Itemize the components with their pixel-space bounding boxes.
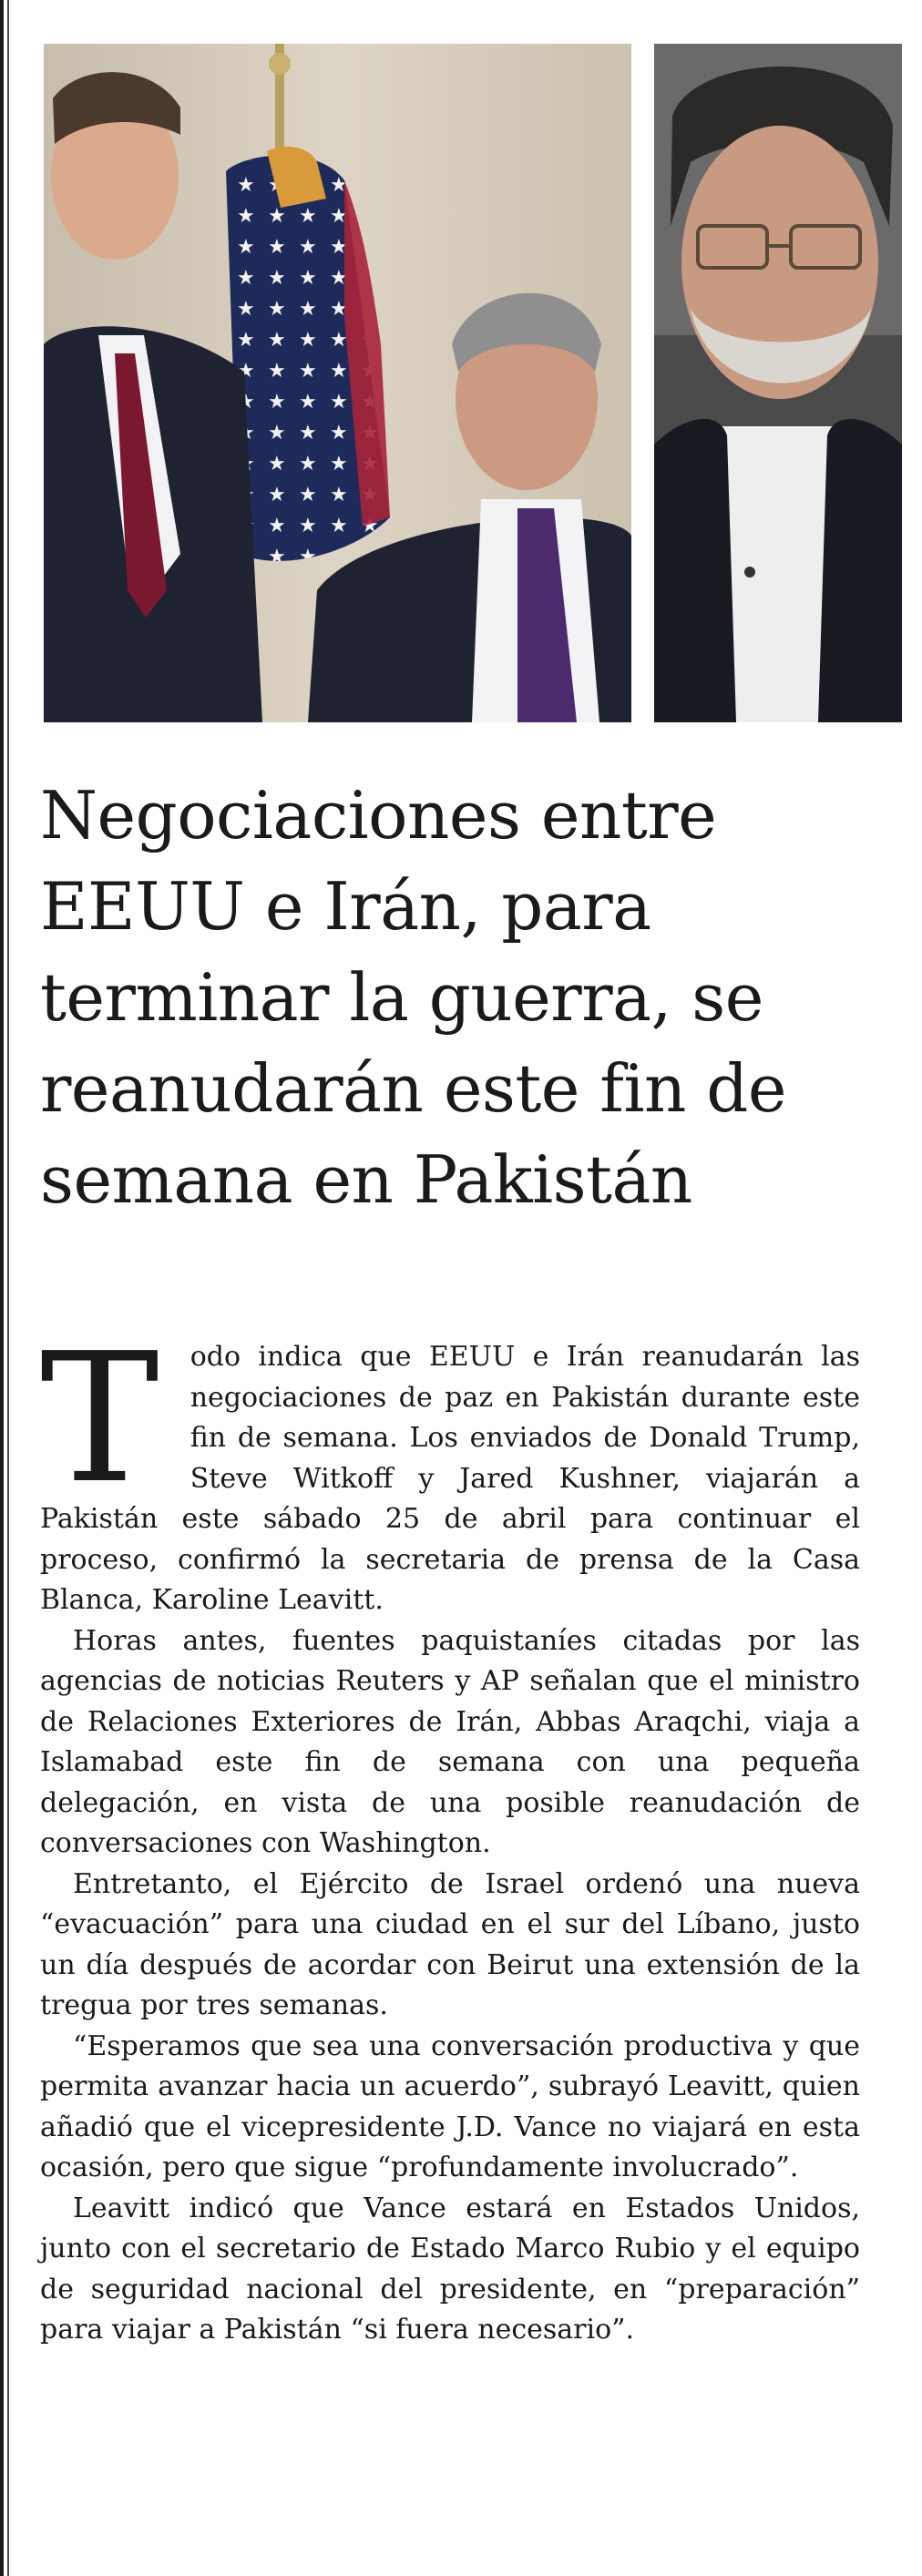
photo-iran-minister-illustration <box>654 44 902 722</box>
article-paragraph-1-text: odo indica que EEUU e Irán reanudarán las negociaciones de paz en Pakistán durante este fin de semana. Los enviados de Donald Trump, Steve Witkoff y Jared Kushner, viajarán a Pakistán este sábado 25 de abril para continuar el proceso, confirmó la secretaria de prensa de la Casa Blanca, Karoline Leavitt. <box>40 1341 860 1616</box>
article-paragraph-5: Leavitt indicó que Vance estará en Estados Unidos, junto con el secretario de Estado Marco Rubio y el equipo de seguridad nacional del presidente, en “preparación” para viajar a Pakistán “si fuera necesario”. <box>40 2192 860 2346</box>
article-paragraph-1 <box>40 1315 860 1621</box>
photo-us-envoys <box>44 44 631 722</box>
page-edge-rule-inner <box>7 0 9 2576</box>
article-body <box>40 1315 860 2351</box>
article-paragraph-4: “Esperamos que sea una conversación productiva y que permita avanzar hacia un acuerdo”, subrayó Leavitt, quien añadió que el vicepresidente J.D. Vance no viajará en esta ocasión, pero que sigue “profundamente involucrado”. <box>40 2029 860 2183</box>
page-edge-rule <box>0 0 4 2576</box>
article-paragraph-3: Entretanto, el Ejército de Israel ordenó una nueva “evacuación” para una ciudad en el sur del Líbano, justo un día después de acordar con Beirut una extensión de la tregua por tres semanas. <box>40 1867 860 2021</box>
photo-iran-minister <box>654 44 902 722</box>
photo-us-envoys-illustration <box>44 44 631 722</box>
article-paragraph-2: Horas antes, fuentes paquistaníes citadas por las agencias de noticias Reuters y AP señalan que el ministro de Relaciones Exteriores de Irán, Abbas Araqchi, viaja a Islamabad este fin de semana con una pequeña delegación, en vista de una posible reanudación de conversaciones con Washington. <box>40 1624 860 1859</box>
article-headline: Negociaciones entre EEUU e Irán, para terminar la guerra, se reanudarán este fin de semana en Pakistán <box>40 777 786 1218</box>
drop-cap: T <box>40 1315 159 1523</box>
